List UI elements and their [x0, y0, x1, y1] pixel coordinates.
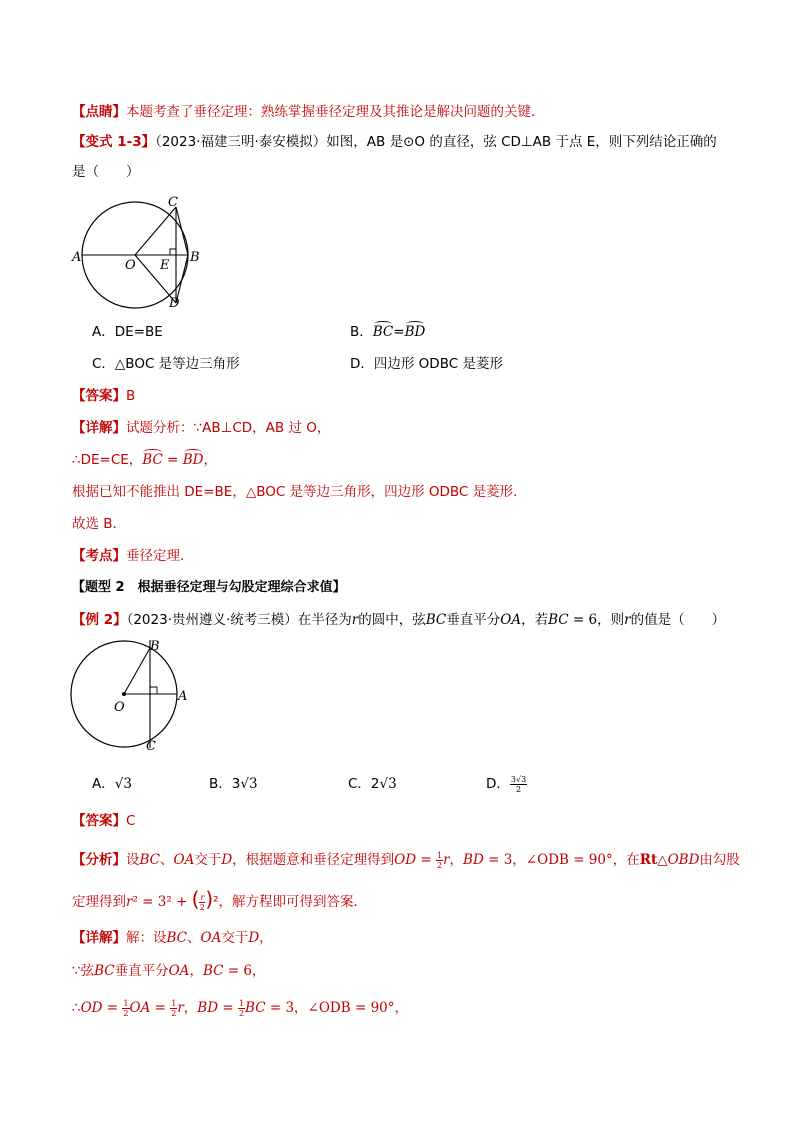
label-b2: B	[150, 639, 160, 654]
example2-option-c: C．2√3	[348, 776, 397, 792]
variant-option-a: A．DE=BE	[92, 324, 163, 340]
variant-question-text1: 如图，AB 是⊙O 的直径，弦 CD⊥AB 于点 E，则下列结论正确的	[326, 134, 717, 150]
center-dot	[122, 692, 126, 696]
circle-figure-2	[64, 636, 196, 756]
variant-question-text2: 是（ ）	[72, 164, 140, 180]
right-angle-mark	[170, 249, 176, 255]
label-a2: A	[178, 689, 188, 704]
arc-bd: BD	[404, 324, 426, 340]
note-text: 本题考查了垂径定理：熟练掌握垂径定理及其推论是解决问题的关键．	[126, 104, 545, 120]
note-line	[72, 102, 545, 122]
variant-detail-line1: 【详解】试题分析：∵AB⊥CD，AB 过 O，	[72, 420, 331, 436]
label-e: E	[160, 258, 170, 273]
variant-detail-line3: 根据已知不能推出 DE=BE，△BOC 是等边三角形，四边形 ODBC 是菱形．	[72, 484, 527, 500]
example2-analysis-line2: 定理得到r² = 3² + ( $\frac{r}{2}$ )²，解方程即可得到答案．	[72, 887, 368, 912]
example2-option-b: B．3√3	[209, 776, 258, 792]
label-o: O	[125, 258, 136, 273]
label-b: B	[190, 250, 200, 265]
example2-detail-line3: ∴OD = $\frac{1}{2}$ OA = $\frac{1}{2}$ r，BD = $\frac{1}{2}$ BC = 3，∠ODB = 90°，	[72, 998, 408, 1018]
variant-question-line1	[72, 132, 717, 152]
variant-option-d: D．四边形 ODBC 是菱形	[350, 356, 503, 372]
example2-option-a: A．√3	[92, 776, 132, 792]
variant-detail-line2: ∴DE=CE，BC = BD，	[72, 452, 217, 468]
label-a: A	[72, 250, 82, 265]
arc-bc: BC	[372, 324, 394, 340]
example2-detail-line2: ∵弦BC垂直平分OA，BC = 6，	[72, 963, 266, 979]
variant-option-b: B．BC=BD	[350, 324, 426, 340]
example2-question: 【例 2】（2023·贵州遵义·统考三模）在半径为r的圆中，弦BC垂直平分OA，若BC = 6，则r的值是（ ）	[72, 612, 726, 628]
right-angle-mark-2	[150, 687, 157, 694]
variant-question-line2	[72, 162, 140, 182]
example2-answer: 【答案】C	[72, 813, 136, 829]
variant-option-c: C．△BOC 是等边三角形	[92, 356, 240, 372]
section-heading: 【题型 2 根据垂径定理与勾股定理综合求值】	[72, 580, 346, 595]
variant-answer: 【答案】B	[72, 388, 136, 404]
label-d: D	[169, 296, 180, 311]
label-c: C	[168, 195, 178, 210]
segment-ob	[124, 648, 150, 694]
example2-analysis-line1: 【分析】设BC、OA交于D，根据题意和垂径定理得到OD = $\frac{1}{2}$ r，BD = 3，∠ODB = 90°，在Rt△OBD由勾股	[72, 850, 740, 870]
segment-oc	[135, 207, 176, 255]
variant-tag: 【变式 1-3】	[72, 134, 156, 150]
variant-source: （2023·福建三明·泰安模拟）	[155, 134, 327, 150]
circle-figure-1	[68, 192, 208, 314]
variant-knowledge-point: 【考点】垂径定理．	[72, 548, 194, 564]
label-c2: C	[146, 739, 156, 754]
example2-detail-line1: 【详解】解：设BC、OA交于D，	[72, 930, 273, 946]
note-tag: 【点睛】	[72, 104, 126, 120]
segment-cb	[176, 207, 188, 255]
label-o2: O	[114, 700, 125, 715]
variant-detail-line4: 故选 B．	[72, 516, 127, 532]
example2-option-d: D． $\frac{3√3}{2}$	[486, 774, 527, 794]
